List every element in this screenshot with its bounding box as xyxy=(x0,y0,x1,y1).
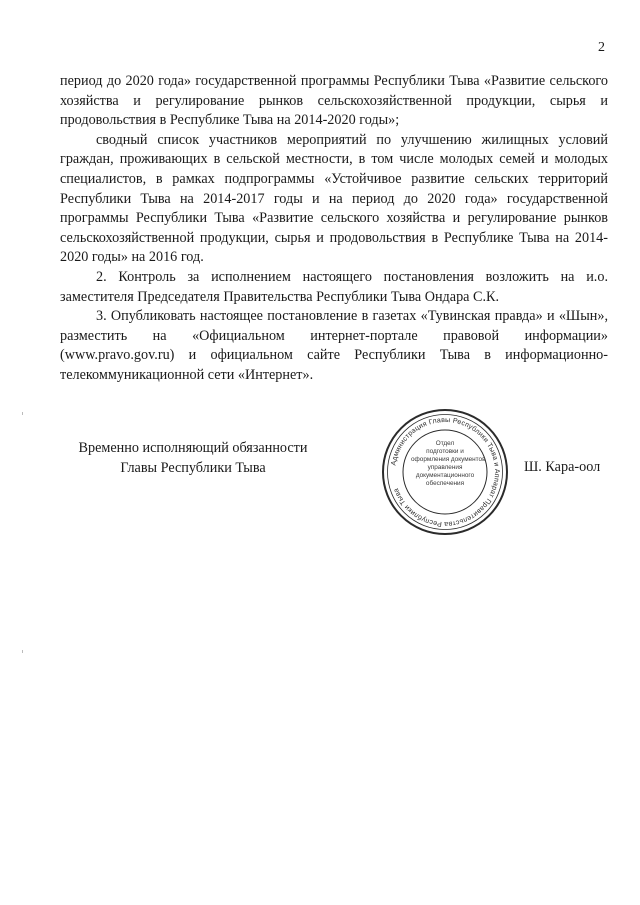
page-number: 2 xyxy=(598,40,605,55)
seal-inner-line: Отдел xyxy=(435,440,455,447)
seal-inner-line: документационного xyxy=(415,472,475,479)
paragraph-3: 2. Контроль за исполнением настоящего постановления возложить на и.о. заместителя Председателя Правительства Республики Тыва Ондара С.К. xyxy=(60,268,608,305)
signer-position xyxy=(58,439,328,478)
signer-position-line-1: Временно исполняющий обязанности xyxy=(78,440,308,456)
seal-inner-text xyxy=(411,440,486,488)
signer-position-line-2: Главы Республики Тыва xyxy=(120,459,266,476)
paragraph-2: сводный список участников мероприятий по улучшению жилищных условий граждан, проживающих в сельской местности, в том числе молодых семей и молодых специалистов, в рамках подпрограммы «Устойчивое развитие сельских территорий Республики Тыва на 2014-2017 годы и на период до 2020 года» государственной программы Республики Тыва «Развитие сельского хозяйства и регулирование рынков сельскохозяйственной продукции, сырья и продовольствия в Республике Тыва на 2014-2020 годы» на 2016 год. xyxy=(60,131,608,266)
margin-mark xyxy=(22,650,23,653)
signer-name: Ш. Кара-оол xyxy=(524,459,601,475)
document-body xyxy=(60,72,608,386)
seal-inner-line: обеспечения xyxy=(425,480,465,487)
margin-mark xyxy=(22,412,23,415)
seal-ring-text: Администрация Главы Республики Тыва и Аппарат Правительства Республики Тыва xyxy=(390,416,501,528)
paragraph-4: 3. Опубликовать настоящее постановление в газетах «Тувинская правда» и «Шын», разместить на «Официальном интернет-портале правовой информации» (www.pravo.gov.ru) и официальном сайте Республики Тыва в информационно-телекоммуникационной сети «Интернет». xyxy=(60,308,608,383)
paragraph-1: период до 2020 года» государственной программы Республики Тыва «Развитие сельского хозяйства и регулирование рынков сельскохозяйственной продукции, сырья и продовольствия в Республике Тыва на 2014-2020 годы»; xyxy=(60,73,608,129)
seal-inner-line: управления xyxy=(427,464,463,471)
seal-inner-line: оформления документов xyxy=(411,456,486,463)
seal-inner-line: подготовки и xyxy=(426,448,464,455)
